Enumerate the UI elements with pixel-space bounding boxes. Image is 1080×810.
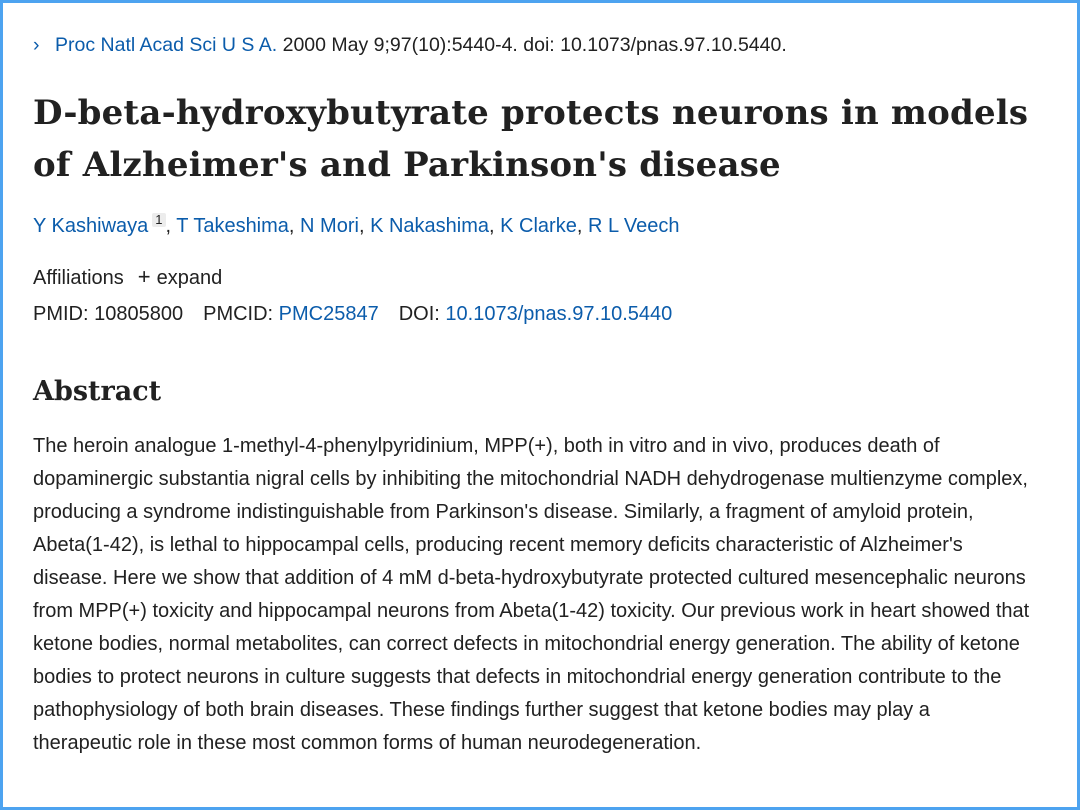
author-link[interactable]: T Takeshima xyxy=(176,215,289,237)
chevron-right-icon[interactable]: › xyxy=(33,34,40,56)
author-separator: , xyxy=(576,215,588,237)
affiliations-expand-button[interactable]: expand xyxy=(156,267,223,289)
author-separator: , xyxy=(165,215,177,237)
affiliation-marker[interactable]: 1 xyxy=(152,213,165,227)
doi-label: DOI: xyxy=(398,303,440,325)
journal-link[interactable]: Proc Natl Acad Sci U S A. xyxy=(55,34,278,56)
author-link[interactable]: R L Veech xyxy=(587,215,680,237)
pmid-value: 10805800 xyxy=(94,303,184,325)
author-separator: , xyxy=(358,215,371,237)
author-link[interactable]: N Mori xyxy=(300,215,359,237)
pmcid-label: PMCID: xyxy=(203,303,274,325)
pmcid-link[interactable]: PMC25847 xyxy=(278,303,379,325)
abstract-text: The heroin analogue 1-methyl-4-phenylpyridinium, MPP(+), both in vitro and in vivo, produces death of dopaminergic substantia nigral cells by inhibiting the mitochondrial NADH dehydrogenase multienzyme complex, producing a syndrome indistinguishable from Parkinson's disease. Similarly, a fragment of amyloid protein, Abeta(1-42), is lethal to hippocampal cells, producing recent memory deficits characteristic of Alzheimer's disease. Here we show that addition of 4 mM d-beta-hydroxybutyrate protected cultured mesencephalic neurons from MPP(+) toxicity and hippocampal neurons from Abeta(1-42) toxicity. Our previous work in heart showed that ketone bodies, normal metabolites, can correct defects in mitochondrial energy generation. The ability of ketone bodies to protect neurons in culture suggests that defects in mitochondrial energy generation contribute to the pathophysiology of both brain diseases. These findings further suggest that ketone bodies may play a therapeutic role in these most common forms of human neurodegeneration. xyxy=(33,435,1030,754)
identifiers-row xyxy=(33,300,672,328)
affiliations-label: Affiliations xyxy=(33,267,124,289)
author-link[interactable]: Y Kashiwaya xyxy=(33,215,149,237)
abstract-heading: Abstract xyxy=(33,376,162,407)
author-separator: , xyxy=(489,215,501,237)
plus-icon[interactable]: + xyxy=(137,264,151,289)
article-title: D-beta-hydroxybutyrate protects neurons in models of Alzheimer's and Parkinson's disease xyxy=(33,93,1029,185)
affiliations-row xyxy=(33,263,222,292)
author-separator: , xyxy=(288,215,301,237)
author-link[interactable]: K Clarke xyxy=(500,215,577,237)
doi-link[interactable]: 10.1073/pnas.97.10.5440 xyxy=(445,303,673,325)
author-list xyxy=(33,212,680,240)
pmid-label: PMID: xyxy=(33,303,89,325)
citation-line xyxy=(33,32,787,58)
citation-details: 2000 May 9;97(10):5440-4. doi: 10.1073/pnas.97.10.5440. xyxy=(277,34,787,56)
author-link[interactable]: K Nakashima xyxy=(370,215,489,237)
